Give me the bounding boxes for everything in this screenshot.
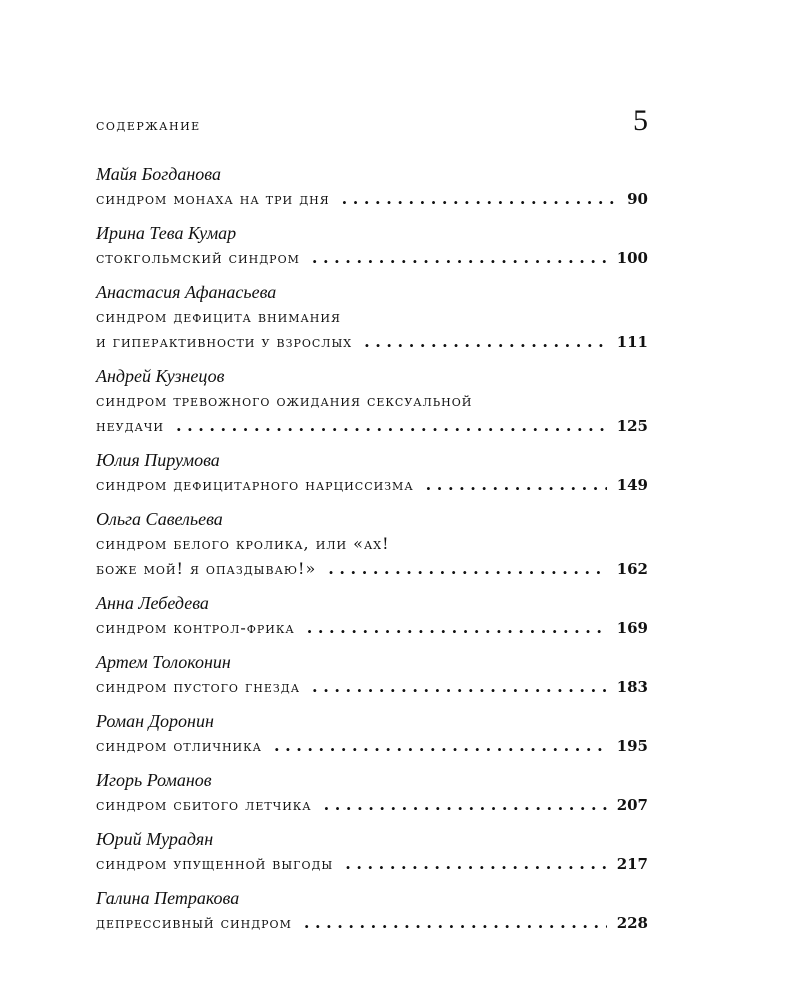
dot-leader: [304, 910, 607, 935]
entry-title: боже мой! я опаздываю!»: [96, 559, 317, 578]
entry-page-number: 125: [616, 417, 648, 435]
entry-title: синдром дефицитарного нарциссизма: [96, 475, 414, 494]
entry-page-number: 207: [616, 796, 648, 814]
toc-entry: [96, 709, 648, 759]
dot-leader: [312, 674, 607, 699]
entry-title: синдром упущенной выгоды: [96, 854, 334, 873]
entry-page-number: 217: [616, 855, 648, 873]
entry-page-number: 162: [616, 560, 648, 578]
entry-title: синдром тревожного ожидания сексуальной: [96, 391, 473, 410]
entry-title-line: [96, 245, 648, 271]
entry-author: Майя Богданова: [96, 164, 221, 184]
entry-title-line: [96, 733, 648, 759]
entry-page-number: 111: [616, 333, 648, 351]
dot-leader: [324, 792, 607, 817]
entry-title: стокгольмский синдром: [96, 248, 300, 267]
page-number: 5: [633, 104, 648, 137]
toc-entry: [96, 507, 648, 582]
entry-page-number: 195: [616, 737, 648, 755]
toc-page: [96, 104, 648, 945]
dot-leader: [307, 615, 607, 640]
entry-title-line: [96, 674, 648, 700]
entry-title: синдром контрол-фрика: [96, 618, 295, 637]
dot-leader: [364, 329, 607, 354]
entry-author: Ольга Савельева: [96, 509, 223, 529]
entry-title: синдром дефицита внимания: [96, 307, 341, 326]
entry-author: Галина Петракова: [96, 888, 240, 908]
entry-title-line: [96, 388, 648, 413]
entry-page-number: 228: [616, 914, 648, 932]
entry-page-number: 169: [616, 619, 648, 637]
dot-leader: [176, 413, 607, 438]
toc-entry: [96, 221, 648, 271]
dot-leader: [345, 851, 606, 876]
entry-page-number: 183: [616, 678, 648, 696]
entry-title-line: [96, 615, 648, 641]
entry-author: Юлия Пирумова: [96, 450, 220, 470]
toc-entry: [96, 591, 648, 641]
toc-entry: [96, 162, 648, 212]
entry-author: Андрей Кузнецов: [96, 366, 225, 386]
entry-title-line: [96, 792, 648, 818]
toc-entry: [96, 448, 648, 498]
entry-title-line: [96, 910, 648, 936]
entry-page-number: 90: [627, 190, 648, 208]
table-of-contents: [96, 162, 648, 936]
dot-leader: [312, 245, 607, 270]
entry-author: Роман Доронин: [96, 711, 214, 731]
running-head: СОДЕРЖАНИЕ: [96, 120, 201, 133]
toc-entry: [96, 827, 648, 877]
entry-title-line: [96, 851, 648, 877]
entry-title: и гиперактивности у взрослых: [96, 332, 353, 351]
dot-leader: [342, 186, 618, 211]
entry-page-number: 149: [616, 476, 648, 494]
entry-title: синдром монаха на три дня: [96, 189, 330, 208]
toc-entry: [96, 280, 648, 355]
entry-title-line: [96, 531, 648, 556]
entry-title: синдром белого кролика, или «ах!: [96, 534, 390, 553]
entry-title-line: [96, 304, 648, 329]
dot-leader: [328, 556, 606, 581]
entry-title: синдром сбитого летчика: [96, 795, 312, 814]
dot-leader: [426, 472, 607, 497]
entry-title: синдром пустого гнезда: [96, 677, 301, 696]
entry-title-line: [96, 329, 648, 355]
entry-author: Анастасия Афанасьева: [96, 282, 277, 302]
entry-title: неудачи: [96, 416, 164, 435]
entry-title-line: [96, 413, 648, 439]
toc-entry: [96, 650, 648, 700]
toc-entry: [96, 886, 648, 936]
entry-author: Игорь Романов: [96, 770, 212, 790]
page-header: [96, 104, 648, 162]
entry-author: Ирина Тева Кумар: [96, 223, 237, 243]
dot-leader: [274, 733, 607, 758]
toc-entry: [96, 768, 648, 818]
entry-page-number: 100: [616, 249, 648, 267]
entry-title: синдром отличника: [96, 736, 262, 755]
entry-author: Юрий Мурадян: [96, 829, 214, 849]
entry-title-line: [96, 186, 648, 212]
entry-author: Анна Лебедева: [96, 593, 209, 613]
toc-entry: [96, 364, 648, 439]
entry-title: депрессивный синдром: [96, 913, 292, 932]
entry-title-line: [96, 556, 648, 582]
entry-title-line: [96, 472, 648, 498]
entry-author: Артем Толоконин: [96, 652, 231, 672]
